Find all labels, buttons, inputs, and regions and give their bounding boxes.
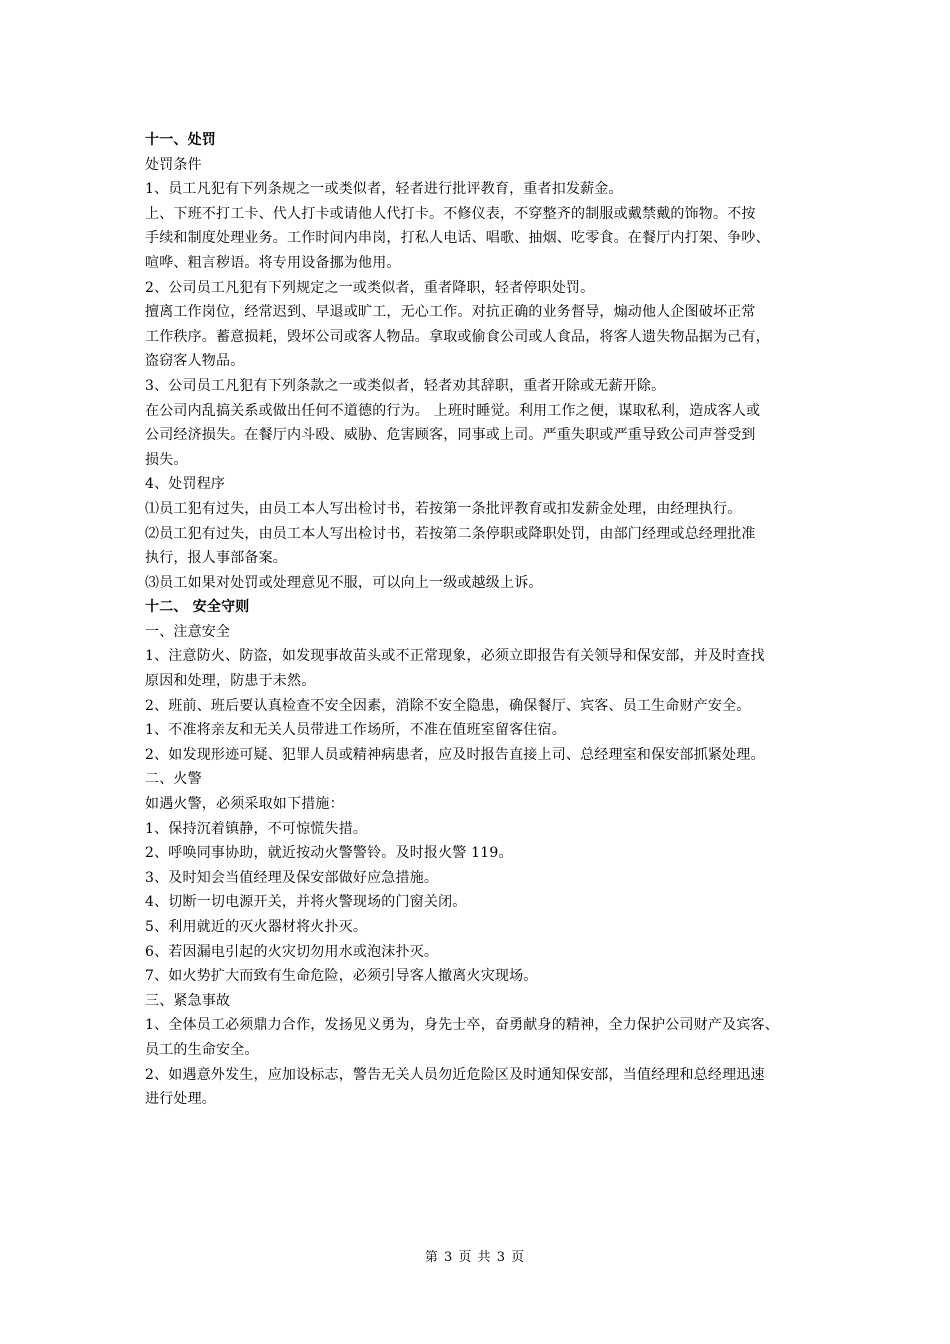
text-line: ⑴员工犯有过失，由员工本人写出检讨书，若按第一条批评教育或扣发薪金处理，由经理执行。 [145,500,742,517]
text-line: 如遇火警，必须采取如下措施： [145,796,344,813]
text-line: 4、切断一切电源开关，并将火警现场的门窗关闭。 [145,894,467,911]
text-line: 进行处理。 [145,1091,216,1108]
text-line: 2、班前、班后要认真检查不安全因素，消除不安全隐患，确保餐厅、宾客、员工生命财产安全。 [145,697,751,714]
text-line: 喧哗、粗言秽语。将专用设备挪为他用。 [145,254,401,271]
text-line: 执行，报人事部备案。 [145,550,287,567]
text-line: 原因和处理，防患于未然。 [145,673,316,690]
page-footer: 第 3 页 共 3 页 [424,1250,526,1265]
text-line: 盗窃客人物品。 [145,353,245,370]
text-line: 1、保持沉着镇静，不可惊慌失措。 [145,820,368,837]
text-line: 4、处罚程序 [145,476,226,493]
text-line: 5、利用就近的灭火器材将火扑灭。 [145,919,368,935]
text-line: 3、公司员工凡犯有下列条款之一或类似者，轻者劝其辞职，重者开除或无薪开除。 [145,377,666,394]
text-line: 三、紧急事故 [145,992,231,1009]
text-line: 2、呼唤同事协助，就近按动火警警铃。及时报火警 119。 [145,845,513,862]
section-heading: 十二、 安全守则 [145,599,250,616]
text-line: ⑵员工犯有过失，由员工本人写出检讨书，若按第二条停职或降职处罚，由部门经理或总经理批准 [145,525,756,542]
text-line: 3、及时知会当值经理及保安部做好应急措施。 [145,869,439,886]
text-line: 公司经济损失。在餐厅内斗殴、威胁、危害顾客，同事或上司。严重失职或严重导致公司声誉受到 [145,427,756,444]
text-line: 擅离工作岗位，经常迟到、早退或旷工，无心工作。对抗正确的业务督导，煽动他人企图破坏正常 [145,304,756,321]
text-line: 损失。 [145,451,188,468]
text-line: 上、下班不打工卡、代人打卡或请他人代打卡。不修仪表，不穿整齐的制服或戴禁戴的饰物。不按 [145,205,756,222]
text-line: 工作秩序。蓄意损耗，毁坏公司或客人物品。拿取或偷食公司或人食品，将客人遗失物品据为己有， [145,328,770,345]
text-line: 1、全体员工必须鼎力合作，发扬见义勇为，身先士卒，奋勇献身的精神，全力保护公司财产及宾客、 [145,1017,779,1034]
text-line: 一、注意安全 [145,623,231,640]
text-line: ⑶员工如果对处罚或处理意见不服，可以向上一级或越级上诉。 [145,574,543,591]
text-line: 6、若因漏电引起的火灾切勿用水或泡沫扑灭。 [145,943,439,960]
section-heading: 十一、处罚 [145,132,216,148]
text-line: 2、如遇意外发生，应加设标志，警告无关人员勿近危险区及时通知保安部，当值经理和总经理迅速 [145,1066,765,1083]
text-line: 2、如发现形迹可疑、犯罪人员或精神病患者，应及时报告直接上司、总经理室和保安部抓紧处理。 [145,746,765,763]
text-line: 在公司内乱搞关系或做出任何不道德的行为。 上班时睡觉。利用工作之便，谋取私利，造成客人或 [145,402,761,419]
text-line: 1、员工凡犯有下列条规之一或类似者，轻者进行批评教育，重者扣发薪金。 [145,181,623,198]
text-line: 二、火警 [145,771,202,788]
text-line: 处罚条件 [145,156,202,173]
text-line: 手续和制度处理业务。工作时间内串岗，打私人电话、唱歌、抽烟、吃零食。在餐厅内打架、争吵、 [145,230,770,247]
text-line: 员工的生命安全。 [145,1041,259,1058]
text-line: 1、不准将亲友和无关人员带进工作场所，不准在值班室留客住宿。 [145,722,566,739]
text-line: 2、公司员工凡犯有下列规定之一或类似者，重者降职，轻者停职处罚。 [145,279,595,296]
document-body [145,128,825,1112]
text-line: 1、注意防火、防盗，如发现事故苗头或不正常现象，必须立即报告有关领导和保安部，并及时查找 [145,648,765,665]
text-line: 7、如火势扩大而致有生命危险，必须引导客人撤离火灾现场。 [145,968,538,985]
